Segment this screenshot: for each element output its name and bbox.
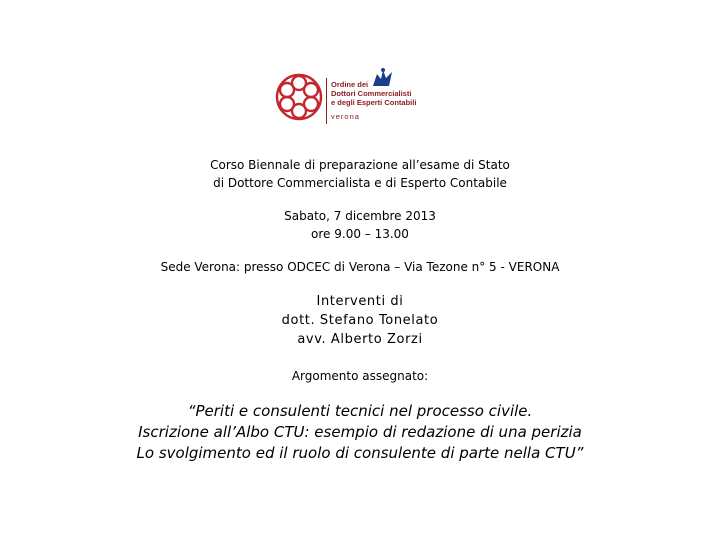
logo-city: verona	[331, 112, 360, 121]
course-title-line: di Dottore Commercialista e di Esperto Contabile	[213, 176, 507, 190]
rosette-emblem-icon	[270, 66, 328, 128]
speakers	[0, 292, 720, 349]
event-date: Sabato, 7 dicembre 2013	[284, 209, 436, 223]
course-title-line: Corso Biennale di preparazione all’esame di Stato	[210, 158, 510, 172]
topic-line: “Periti e consulenti tecnici nel processo civile.	[187, 402, 533, 420]
topic-label	[0, 367, 720, 385]
event-time: ore 9.00 – 13.00	[311, 227, 409, 241]
logo-divider	[326, 78, 327, 124]
speakers-heading: Interventi di	[316, 294, 404, 309]
odcec-logo	[270, 66, 417, 128]
schedule	[0, 207, 720, 243]
venue-text: Sede Verona: presso ODCEC di Verona – Via Tezone n° 5 - VERONA	[160, 260, 560, 274]
course-title	[0, 156, 720, 192]
speaker-name: dott. Stefano Tonelato	[281, 313, 439, 328]
logo-line: e degli Esperti Contabili	[331, 98, 417, 107]
logo-text	[331, 80, 416, 122]
logo-line: Dottori Commercialisti	[331, 89, 412, 98]
topic-line: Iscrizione all’Albo CTU: esempio di redazione di una perizia	[138, 423, 582, 441]
topic	[0, 401, 720, 464]
venue	[0, 258, 720, 276]
topic-label-text: Argomento assegnato:	[291, 369, 429, 383]
speaker-name: avv. Alberto Zorzi	[297, 332, 423, 347]
topic-line: Lo svolgimento ed il ruolo di consulente di parte nella CTU”	[136, 444, 584, 462]
logo-line: Ordine dei	[331, 80, 369, 89]
